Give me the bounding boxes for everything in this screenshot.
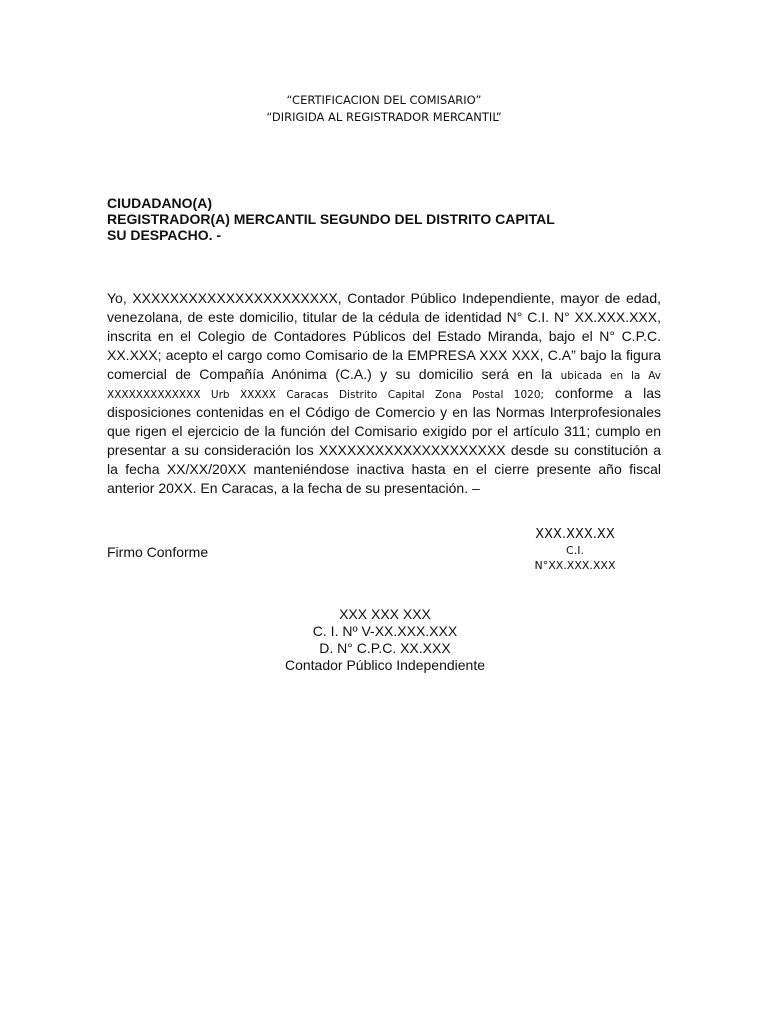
body-line-10: la fecha XX/XX/20XX manteniéndose inactiva hasta en el cierre presente año fiscal (107, 461, 661, 477)
document-title (0, 92, 768, 126)
firmo-conforme-label: Firmo Conforme (107, 544, 209, 560)
body-line-5-text: comercial de Compañía Anónima (C.A.) y su domicilio será en la (107, 366, 553, 382)
addressee-line-2: REGISTRADOR(A) MERCANTIL SEGUNDO DEL DISTRITO CAPITAL (107, 211, 555, 227)
body-line-1: Yo, XXXXXXXXXXXXXXXXXXXXXX, Contador Público Independiente, mayor de edad, (107, 290, 661, 306)
body-line-6 (107, 384, 661, 403)
title-line-2: “DIRIGIDA AL REGISTRADOR MERCANTIL” (266, 110, 502, 124)
accountant-ci: C. I. Nº V-XX.XXX.XXX (312, 623, 458, 639)
body-line-2: venezolana, de este domicilio, titular de la cédula de identidad N° C.I. N° XX.XXX.XXX, (107, 309, 661, 325)
commissioner-ci-number: N°XX.XXX.XXX (534, 559, 616, 572)
accountant-name: XXX XXX XXX (339, 606, 431, 622)
title-line-1: “CERTIFICACION DEL COMISARIO” (286, 93, 482, 107)
accountant-signature-block (0, 606, 768, 674)
commissioner-name: XXX.XXX.XX (535, 527, 615, 542)
body-line-11: anterior 20XX. En Caracas, a la fecha de su presentación. – (107, 480, 480, 496)
certification-body (107, 289, 661, 498)
body-line-5 (107, 365, 661, 384)
body-line-7: disposiciones contenidas en el Código de Comercio y en las Normas Interprofesionales (107, 404, 661, 420)
accountant-cpc: D. N° C.P.C. XX.XXX (319, 640, 451, 656)
addressee-line-1: CIUDADANO(A) (107, 195, 212, 211)
body-line-5-address: ubicada en la Av (560, 370, 662, 382)
addressee-line-3: SU DESPACHO. - (107, 227, 222, 243)
body-line-8: que rigen el ejercicio de la función del Comisario exigido por el artículo 311; cumplo en (107, 423, 661, 439)
body-line-6-address: XXXXXXXXXXXXX Urb XXXXX Caracas Distrito Capital Zona Postal 1020; (107, 389, 545, 401)
body-line-3: inscrita en el Colegio de Contadores Públicos del Estado Miranda, bajo el N° C.P.C. (107, 328, 661, 344)
body-line-6-tail: conforme a las (555, 385, 662, 401)
commissioner-signature-block (490, 526, 660, 573)
body-line-4: XX.XXX; acepto el cargo como Comisario de la EMPRESA XXX XXX, C.A” bajo la figura (107, 347, 661, 363)
body-line-9: presentar a su consideración los XXXXXXXXXXXXXXXXXXXX desde su constitución a (107, 442, 661, 458)
accountant-title: Contador Público Independiente (284, 657, 486, 673)
commissioner-ci-label: C.I. (566, 544, 584, 557)
addressee-block (107, 195, 555, 243)
